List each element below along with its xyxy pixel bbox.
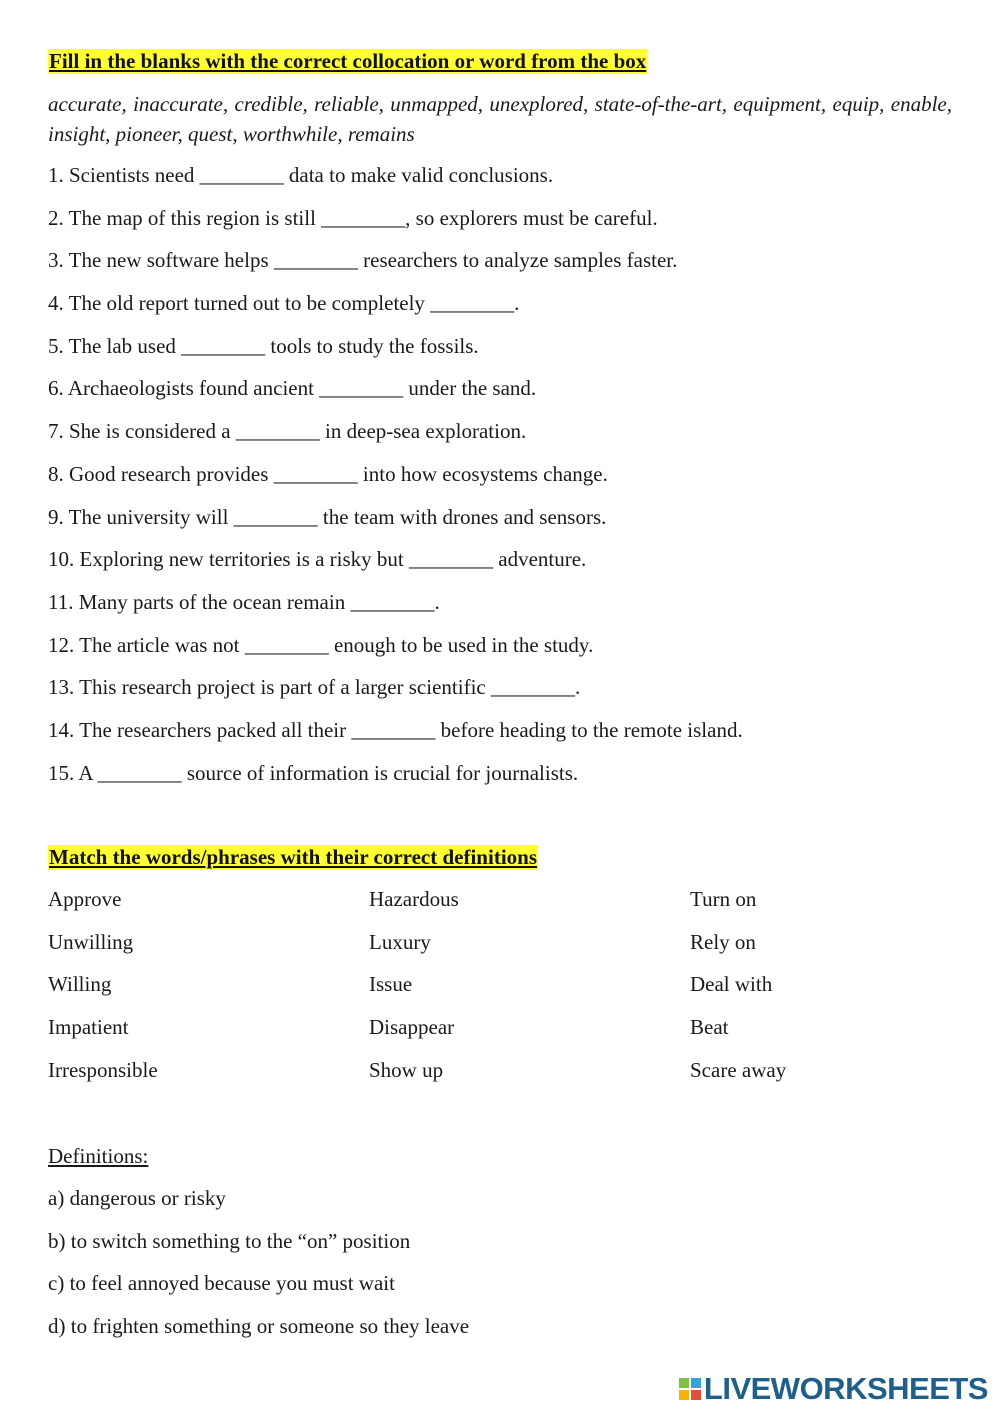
question-list: [48, 160, 743, 800]
liveworksheets-logo-text: LIVEWORKSHEETS: [703, 1371, 988, 1406]
definitions-title: Definitions:: [48, 1144, 149, 1168]
logo-square-icon: [678, 1389, 690, 1401]
question-15: 15. A ________ source of information is crucial for journalists.: [48, 760, 579, 785]
question-9: 9. The university will ________ the team with drones and sensors.: [48, 504, 607, 529]
match-word: Impatient: [48, 1015, 129, 1040]
match-word: Turn on: [690, 887, 757, 911]
question-11: 11. Many parts of the ocean remain ________.: [48, 589, 440, 614]
question-1: 1. Scientists need ________ data to make valid conclusions.: [48, 163, 554, 187]
match-row: [48, 884, 952, 927]
question-6: 6. Archaeologists found ancient ________ under the sand.: [48, 376, 537, 401]
question-14: 14. The researchers packed all their ________ before heading to the remote island.: [48, 717, 743, 742]
definition-b: b) to switch something to the “on” position: [48, 1228, 411, 1253]
match-word: Hazardous: [369, 887, 459, 911]
question-5: 5. The lab used ________ tools to study the fossils.: [48, 333, 479, 358]
liveworksheets-logo-icon: [678, 1377, 702, 1401]
match-word: Deal with: [690, 972, 773, 997]
match-word-grid: [48, 884, 952, 1097]
logo-square-icon: [678, 1377, 690, 1389]
match-word: Irresponsible: [48, 1057, 158, 1082]
logo-square-icon: [690, 1389, 702, 1401]
match-word: Scare away: [690, 1057, 787, 1082]
match-word: Rely on: [690, 929, 756, 954]
match-word: Unwilling: [48, 929, 134, 954]
question-12: 12. The article was not ________ enough to be used in the study.: [48, 632, 594, 657]
match-word: Disappear: [369, 1015, 455, 1040]
match-word: Approve: [48, 887, 122, 911]
definition-list: [48, 1183, 469, 1354]
match-word: Willing: [48, 972, 112, 997]
liveworksheets-logo: [678, 1371, 988, 1407]
match-word: Luxury: [369, 929, 431, 954]
question-10: 10. Exploring new territories is a risky but ________ adventure.: [48, 547, 587, 572]
word-box: accurate, inaccurate, credible, reliable, unmapped, unexplored, state-of-the-art, equipment, equip, enable, insight, pioneer, quest, worthwhile, remains: [48, 92, 952, 146]
definition-d: d) to frighten something or someone so they leave: [48, 1314, 470, 1339]
question-8: 8. Good research provides ________ into how ecosystems change.: [48, 461, 608, 486]
question-13: 13. This research project is part of a larger scientific ________.: [48, 675, 581, 700]
match-row: [48, 927, 952, 970]
match-row: [48, 969, 952, 1012]
match-word: Beat: [690, 1015, 729, 1040]
question-2: 2. The map of this region is still ________, so explorers must be careful.: [48, 205, 658, 230]
match-word: Show up: [369, 1057, 444, 1082]
question-4: 4. The old report turned out to be completely ________.: [48, 291, 520, 316]
definition-c: c) to feel annoyed because you must wait: [48, 1271, 395, 1296]
fill-blanks-heading: Fill in the blanks with the correct collocation or word from the box: [49, 49, 647, 73]
match-word: Issue: [369, 972, 413, 997]
definition-a: a) dangerous or risky: [48, 1186, 226, 1210]
logo-square-icon: [690, 1377, 702, 1389]
match-row: [48, 1055, 952, 1098]
question-7: 7. She is considered a ________ in deep-sea exploration.: [48, 419, 527, 444]
match-row: [48, 1012, 952, 1055]
question-3: 3. The new software helps ________ researchers to analyze samples faster.: [48, 248, 678, 273]
match-heading: Match the words/phrases with their correct definitions: [49, 845, 538, 869]
